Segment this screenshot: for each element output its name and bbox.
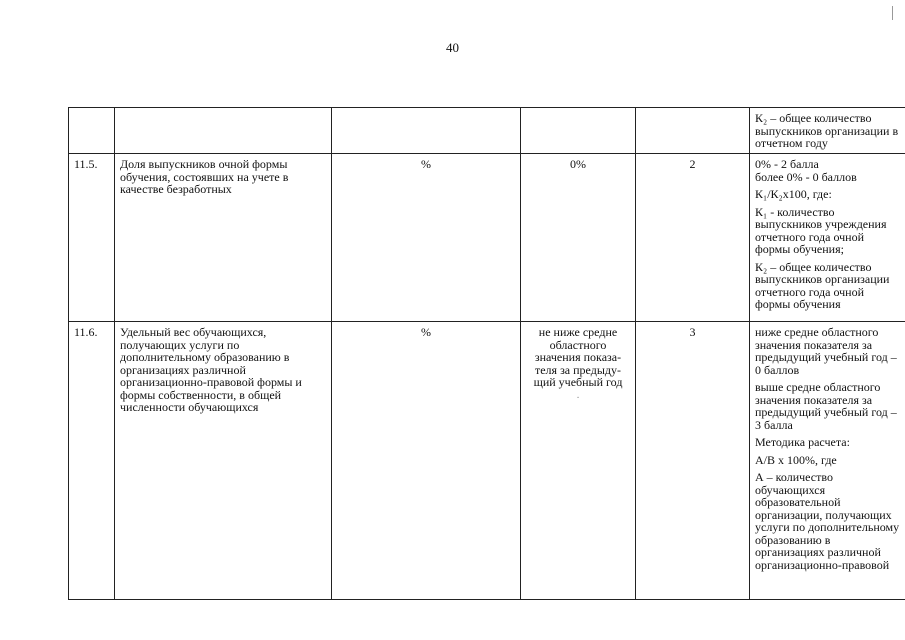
row-number-cell: 11.6. [69,322,115,600]
value-text: не ниже средне областного значения показа-теля за предыду-щий учебный год [533,325,623,389]
points-cell: 3 [636,322,750,600]
method-cell [750,154,905,322]
value-cell: 0% [521,154,636,322]
unit-cell: % [332,322,521,600]
indicator-cell: Доля выпускников очной формы обучения, состоявших на учете в качестве безработных [115,154,332,322]
method-paragraph: Методика расчета: [755,435,850,449]
method-paragraph: К₂ – общее количество выпускников организации отчетного года очной формы обучения [755,259,890,311]
method-paragraph: А – количество обучающихся образовательной организации, получающих услуги по дополнительному образованию в организациях различной организационно-правовой [755,470,900,572]
page-number: 40 [446,40,459,55]
row-number-cell: 11.5. [69,154,115,322]
method-paragraph: К₂ – общее количество выпускников организации в отчетном году [755,111,899,150]
value-cell [521,108,636,154]
indicator-cell: Удельный вес обучающихся, получающих услуги по дополнительному образованию в организациях различной организационно-правовой формы и формы собственности, в общей численности обучающихся [115,322,332,600]
table-row [69,154,905,322]
method-cell [750,108,905,154]
page-edge-mark [892,6,893,20]
table-row [69,108,905,154]
method-paragraph: К₁/К₂х100, где: [755,187,832,201]
method-paragraph: ниже средне областного значения показателя за предыдущий учебный год – 0 баллов [755,325,897,377]
method-paragraph: К₁ - количество выпускников учреждения отчетного года очной формы обучения; [755,204,887,256]
value-cell [521,322,636,600]
indicator-cell [115,108,332,154]
method-cell [750,322,905,600]
stray-dot-mark: · [576,392,580,404]
row-number-cell [69,108,115,154]
points-cell [636,108,750,154]
method-paragraph: 0% - 2 балла более 0% - 0 баллов [755,157,857,184]
unit-cell [332,108,521,154]
method-paragraph: выше средне областного значения показателя за предыдущий учебный год – 3 балла [755,380,897,432]
unit-cell: % [332,154,521,322]
method-paragraph: А/В х 100%, где [755,452,837,467]
points-cell: 2 [636,154,750,322]
indicators-table [68,107,905,600]
table-row [69,322,905,600]
